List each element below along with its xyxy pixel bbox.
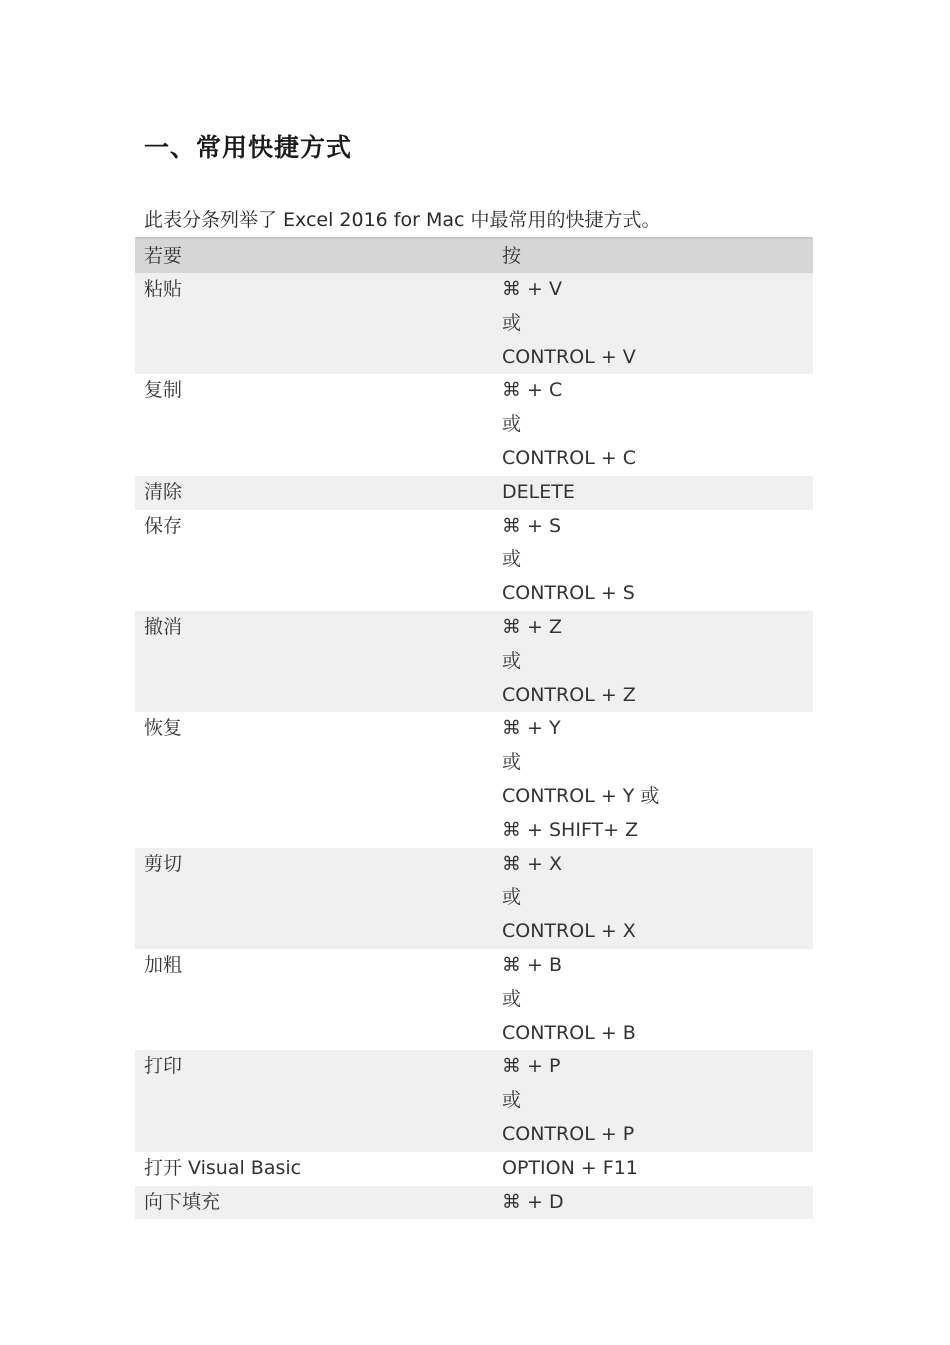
action-label: 清除 bbox=[144, 480, 183, 503]
shortcut-table bbox=[135, 237, 813, 1219]
keys-cell bbox=[502, 1186, 813, 1220]
key-combo: 或 bbox=[502, 987, 522, 1010]
key-combo: ⌘ + B bbox=[502, 953, 563, 976]
key-combo: ⌘ + S bbox=[502, 514, 562, 537]
key-combo: CONTROL + X bbox=[502, 920, 636, 943]
key-combo: 或 bbox=[502, 751, 522, 774]
keys-cell bbox=[502, 374, 813, 475]
key-combo: 或 bbox=[502, 413, 522, 436]
key-combo: DELETE bbox=[502, 480, 575, 503]
header-action: 若要 bbox=[144, 245, 183, 267]
action-label: 恢复 bbox=[144, 717, 183, 740]
action-label: 打开 Visual Basic bbox=[144, 1156, 302, 1179]
key-combo: ⌘ + X bbox=[502, 852, 563, 875]
action-cell bbox=[135, 1050, 502, 1151]
action-label: 剪切 bbox=[144, 852, 183, 875]
action-label: 打印 bbox=[144, 1055, 183, 1078]
header-keys: 按 bbox=[502, 245, 522, 267]
key-combo: CONTROL + B bbox=[502, 1021, 636, 1044]
action-label: 粘贴 bbox=[144, 278, 183, 300]
page-title: 一、常用快捷方式 bbox=[144, 133, 353, 162]
key-combo: ⌘ + V bbox=[502, 278, 562, 300]
action-label: 撤消 bbox=[144, 615, 183, 638]
keys-cell bbox=[502, 611, 813, 712]
table-row bbox=[135, 712, 813, 847]
key-combo: 或 bbox=[502, 1089, 522, 1112]
action-cell bbox=[135, 374, 502, 475]
action-cell bbox=[135, 712, 502, 847]
action-label: 保存 bbox=[144, 514, 183, 537]
table-row bbox=[135, 476, 813, 510]
table-row bbox=[135, 374, 813, 475]
key-combo: CONTROL + P bbox=[502, 1122, 635, 1145]
action-cell bbox=[135, 273, 502, 374]
action-cell bbox=[135, 848, 502, 949]
table-row bbox=[135, 1186, 813, 1220]
key-combo: ⌘ + D bbox=[502, 1190, 564, 1213]
key-combo: CONTROL + Y 或 bbox=[502, 784, 660, 807]
table-row bbox=[135, 510, 813, 611]
key-combo: 或 bbox=[502, 548, 522, 571]
action-label: 向下填充 bbox=[144, 1190, 221, 1213]
action-cell bbox=[135, 510, 502, 611]
action-cell bbox=[135, 1186, 502, 1220]
keys-cell bbox=[502, 476, 813, 510]
key-combo: 或 bbox=[502, 886, 522, 909]
key-combo: ⌘ + Y bbox=[502, 717, 561, 740]
key-combo: CONTROL + S bbox=[502, 582, 635, 605]
table-row bbox=[135, 848, 813, 949]
keys-cell bbox=[502, 273, 813, 374]
key-combo: 或 bbox=[502, 649, 522, 672]
key-combo: CONTROL + Z bbox=[502, 683, 636, 706]
table-row bbox=[135, 949, 813, 1050]
intro-paragraph: 此表分条列举了 Excel 2016 for Mac 中最常用的快捷方式。 bbox=[144, 209, 661, 231]
keys-cell bbox=[502, 510, 813, 611]
keys-cell bbox=[502, 1152, 813, 1186]
action-label: 复制 bbox=[144, 379, 183, 402]
table-row bbox=[135, 1152, 813, 1186]
key-combo: ⌘ + C bbox=[502, 379, 563, 402]
key-combo: CONTROL + C bbox=[502, 446, 637, 469]
key-combo: ⌘ + Z bbox=[502, 615, 563, 638]
key-combo: 或 bbox=[502, 311, 522, 334]
keys-cell bbox=[502, 949, 813, 1050]
action-label: 加粗 bbox=[144, 953, 183, 976]
table-row bbox=[135, 1050, 813, 1151]
action-cell bbox=[135, 949, 502, 1050]
key-combo: ⌘ + P bbox=[502, 1055, 561, 1078]
action-cell bbox=[135, 611, 502, 712]
keys-cell bbox=[502, 712, 813, 847]
key-combo: OPTION + F11 bbox=[502, 1156, 638, 1179]
action-cell bbox=[135, 476, 502, 510]
table-header-row bbox=[135, 238, 813, 273]
table-row bbox=[135, 611, 813, 712]
table-body bbox=[135, 273, 813, 1219]
action-cell bbox=[135, 1152, 502, 1186]
keys-cell bbox=[502, 848, 813, 949]
key-combo: CONTROL + V bbox=[502, 345, 636, 368]
keys-cell bbox=[502, 1050, 813, 1151]
table-row bbox=[135, 273, 813, 374]
key-combo: ⌘ + SHIFT+ Z bbox=[502, 818, 639, 841]
